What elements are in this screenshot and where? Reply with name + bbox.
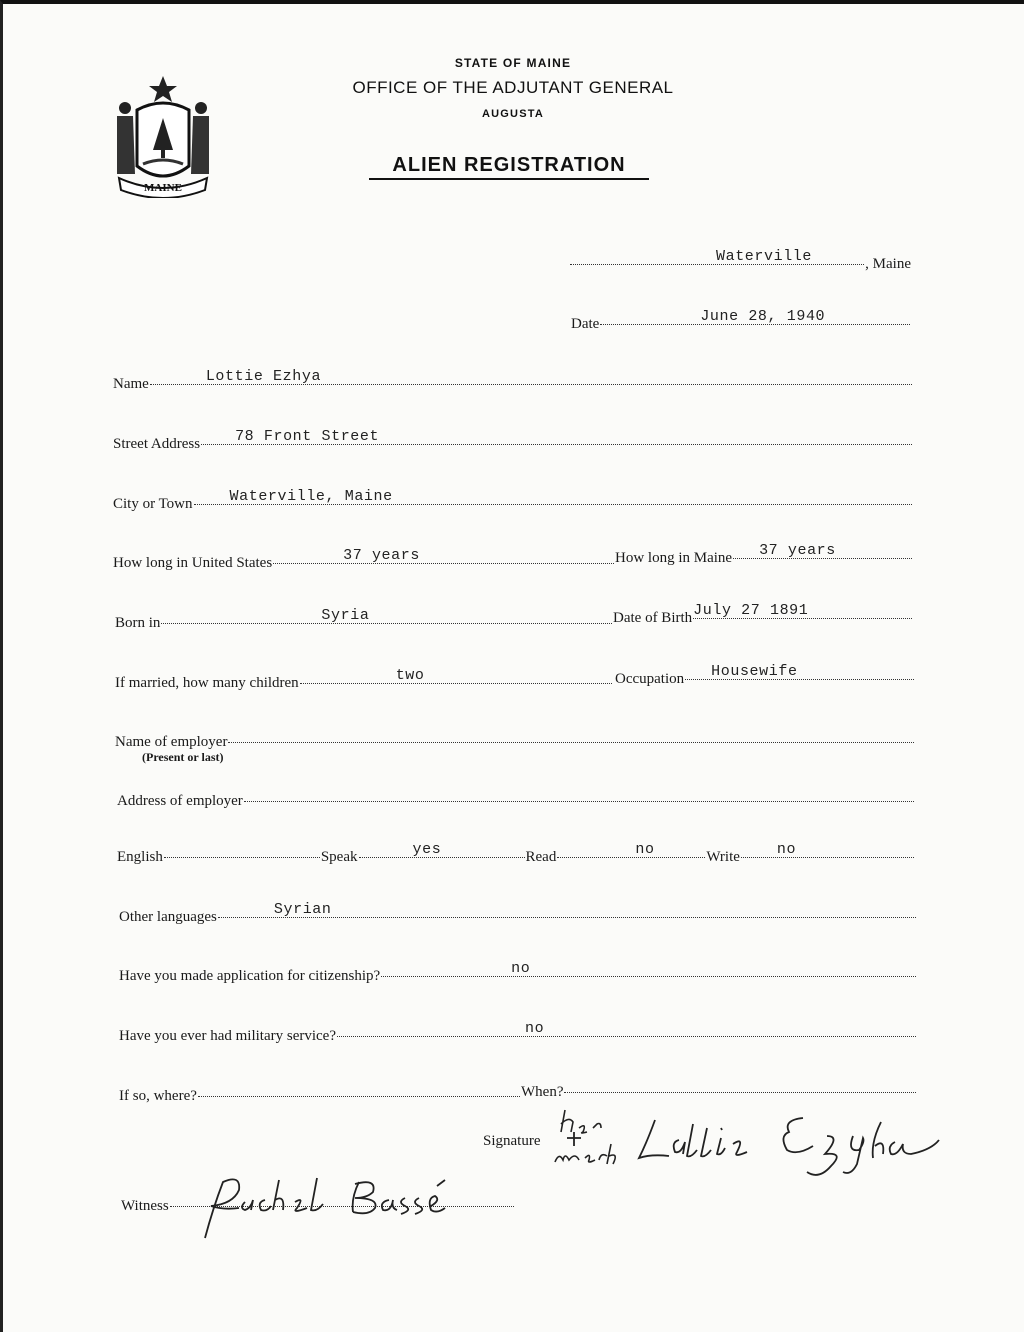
location-suffix: , Maine [865,256,911,272]
state-seal-icon [111,74,215,198]
write-label: Write [706,849,740,865]
military-row [119,1020,917,1045]
english-label: English [117,849,163,865]
city-value: Waterville, Maine [229,488,393,505]
other-languages-field[interactable] [218,901,916,918]
born-in-row [115,607,613,632]
header-state: STATE OF MAINE [454,56,572,70]
date-field[interactable] [600,308,910,325]
children-row [115,667,613,692]
street-label: Street Address [113,436,201,452]
where-field[interactable] [198,1096,520,1097]
street-value: 78 Front Street [235,428,380,445]
city-row [113,488,913,513]
children-label: If married, how many children [115,675,299,691]
location-field[interactable] [570,248,864,265]
header-office: OFFICE OF THE ADJUTANT GENERAL [352,78,674,97]
form-title: ALIEN REGISTRATION [369,154,649,180]
us-duration-field[interactable] [273,547,614,564]
employer-label: Name of employer [115,734,228,750]
born-in-value: Syria [321,607,370,624]
name-label: Name [113,376,149,392]
seal-banner-text: MAINE [144,182,182,194]
employer-address-field[interactable] [244,801,914,802]
name-row [113,368,913,393]
employer-address-label: Address of employer [117,793,243,809]
citizenship-label: Have you made application for citizenship? [119,968,381,984]
read-value: no [635,841,655,858]
speak-label: Speak [320,849,358,865]
when-row [521,1084,917,1101]
speak-field[interactable] [359,841,525,858]
where-row [119,1088,521,1105]
citizenship-value: no [511,960,531,977]
us-duration-row [113,547,615,572]
maine-duration-value: 37 years [759,542,836,559]
write-field[interactable] [741,841,914,858]
date-label: Date [571,316,600,332]
born-in-field[interactable] [161,607,612,624]
where-label: If so, where? [119,1088,197,1104]
street-field[interactable] [201,428,912,445]
dob-value: July 27 1891 [693,602,809,619]
born-in-label: Born in [115,615,161,631]
other-languages-label: Other languages [119,909,217,925]
military-field[interactable] [337,1020,916,1037]
dob-row [613,602,913,627]
children-field[interactable] [300,667,612,684]
occupation-value: Housewife [711,663,798,680]
read-field[interactable] [557,841,705,858]
signature-label: Signature [483,1133,541,1149]
employer-address-row [117,793,915,810]
occupation-label: Occupation [615,671,685,687]
signature-mark-icon [551,1102,951,1184]
military-label: Have you ever had military service? [119,1028,336,1044]
other-languages-value: Syrian [273,901,332,918]
location-row [569,248,911,273]
employer-field[interactable] [228,742,914,743]
write-value: no [776,841,797,858]
employer-row [115,734,915,751]
witness-label: Witness [121,1198,169,1214]
witness-signature-icon [183,1168,483,1248]
when-field[interactable] [564,1092,916,1093]
location-value: Waterville [716,248,813,265]
citizenship-field[interactable] [381,960,916,977]
city-field[interactable] [194,488,912,505]
military-value: no [525,1020,545,1037]
dob-label: Date of Birth [613,610,693,626]
header-city: AUGUSTA [482,108,544,120]
english-dots [164,857,320,858]
maine-duration-field[interactable] [733,542,912,559]
when-label: When? [521,1084,564,1100]
date-row [571,308,911,333]
name-field[interactable] [150,368,912,385]
us-duration-label: How long in United States [113,555,273,571]
children-value: two [395,667,425,684]
us-duration-value: 37 years [343,547,420,564]
city-label: City or Town [113,496,193,512]
maine-duration-row [615,542,913,567]
street-row [113,428,913,453]
maine-duration-label: How long in Maine [615,550,733,566]
employer-sublabel: (Present or last) [142,750,224,764]
occupation-row [615,663,915,688]
english-row [117,841,915,866]
signature-row [483,1133,541,1150]
name-value: Lottie Ezhya [205,368,322,385]
other-languages-row [119,901,917,926]
read-label: Read [525,849,557,865]
speak-value: yes [412,841,442,858]
occupation-field[interactable] [685,663,914,680]
dob-field[interactable] [693,602,912,619]
citizenship-row [119,960,917,985]
date-value: June 28, 1940 [700,308,826,325]
